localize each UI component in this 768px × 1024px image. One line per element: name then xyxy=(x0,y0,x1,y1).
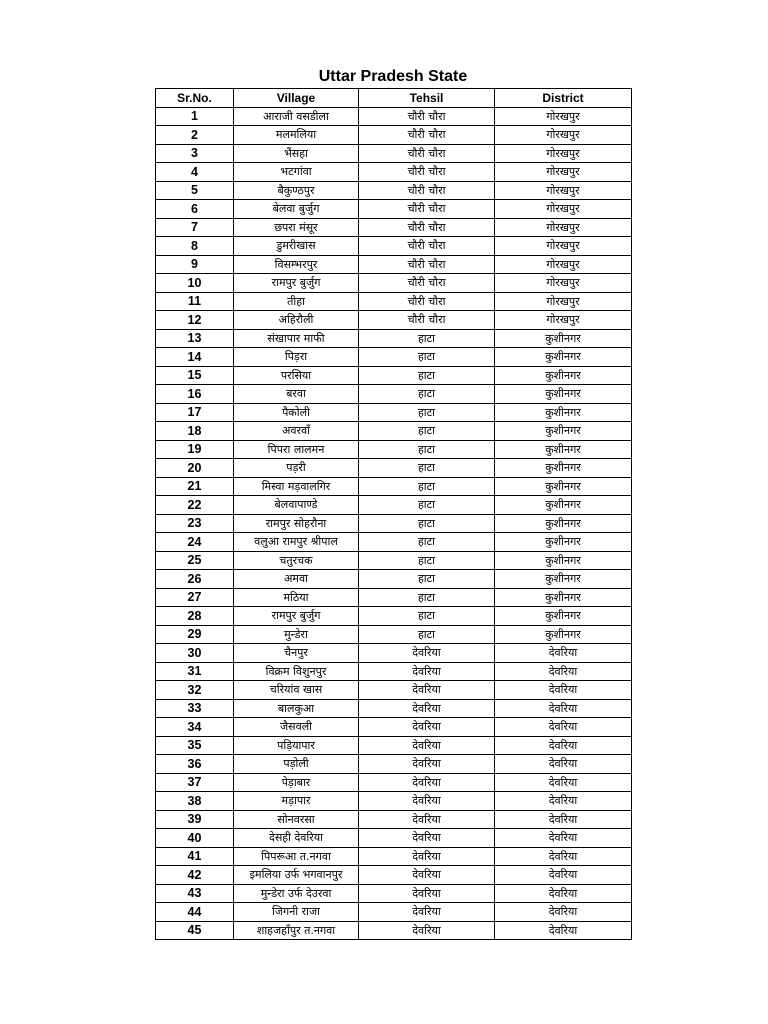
cell-sr-no: 6 xyxy=(156,200,234,219)
cell-tehsil: चौरी चौरा xyxy=(359,144,495,163)
cell-sr-no: 16 xyxy=(156,385,234,404)
cell-tehsil: चौरी चौरा xyxy=(359,237,495,256)
table-row xyxy=(156,755,632,774)
cell-sr-no: 40 xyxy=(156,829,234,848)
cell-district: कुशीनगर xyxy=(495,607,632,626)
cell-tehsil: हाटा xyxy=(359,477,495,496)
cell-tehsil: हाटा xyxy=(359,440,495,459)
cell-tehsil: देवरिया xyxy=(359,829,495,848)
cell-tehsil: हाटा xyxy=(359,403,495,422)
table-row xyxy=(156,810,632,829)
cell-tehsil: हाटा xyxy=(359,348,495,367)
table-row xyxy=(156,200,632,219)
cell-village: बेलवा बुर्जुग xyxy=(234,200,359,219)
cell-district: कुशीनगर xyxy=(495,588,632,607)
cell-sr-no: 26 xyxy=(156,570,234,589)
cell-tehsil: चौरी चौरा xyxy=(359,311,495,330)
table-row xyxy=(156,459,632,478)
cell-sr-no: 21 xyxy=(156,477,234,496)
table-row xyxy=(156,588,632,607)
header-sr-no: Sr.No. xyxy=(156,89,234,108)
cell-district: कुशीनगर xyxy=(495,366,632,385)
table-row xyxy=(156,681,632,700)
cell-sr-no: 5 xyxy=(156,181,234,200)
cell-village: चैनपुर xyxy=(234,644,359,663)
cell-tehsil: हाटा xyxy=(359,533,495,552)
cell-district: कुशीनगर xyxy=(495,385,632,404)
cell-tehsil: देवरिया xyxy=(359,884,495,903)
cell-district: देवरिया xyxy=(495,921,632,940)
cell-district: कुशीनगर xyxy=(495,625,632,644)
cell-sr-no: 24 xyxy=(156,533,234,552)
cell-district: देवरिया xyxy=(495,662,632,681)
cell-sr-no: 41 xyxy=(156,847,234,866)
cell-sr-no: 11 xyxy=(156,292,234,311)
cell-district: गोरखपुर xyxy=(495,200,632,219)
cell-village: भटगांवा xyxy=(234,163,359,182)
cell-sr-no: 33 xyxy=(156,699,234,718)
cell-village: मठिया xyxy=(234,588,359,607)
cell-district: कुशीनगर xyxy=(495,329,632,348)
cell-tehsil: हाटा xyxy=(359,570,495,589)
cell-sr-no: 2 xyxy=(156,126,234,145)
cell-tehsil: हाटा xyxy=(359,588,495,607)
cell-tehsil: देवरिया xyxy=(359,755,495,774)
cell-village: मुन्डेरा xyxy=(234,625,359,644)
cell-tehsil: चौरी चौरा xyxy=(359,218,495,237)
cell-district: देवरिया xyxy=(495,792,632,811)
cell-village: वलुआ रामपुर श्रीपाल xyxy=(234,533,359,552)
cell-village: रामपुर बुर्जुग xyxy=(234,274,359,293)
cell-village: चरियांव खास xyxy=(234,681,359,700)
cell-district: देवरिया xyxy=(495,644,632,663)
cell-sr-no: 31 xyxy=(156,662,234,681)
cell-tehsil: देवरिया xyxy=(359,699,495,718)
cell-tehsil: हाटा xyxy=(359,385,495,404)
cell-village: पड़ोली xyxy=(234,755,359,774)
cell-village: बेलवापाण्डे xyxy=(234,496,359,515)
cell-village: जिगनी राजा xyxy=(234,903,359,922)
table-row xyxy=(156,366,632,385)
cell-tehsil: हाटा xyxy=(359,422,495,441)
table-row xyxy=(156,736,632,755)
cell-tehsil: चौरी चौरा xyxy=(359,126,495,145)
table-row xyxy=(156,274,632,293)
cell-district: कुशीनगर xyxy=(495,422,632,441)
cell-district: कुशीनगर xyxy=(495,496,632,515)
cell-district: देवरिया xyxy=(495,699,632,718)
table-row xyxy=(156,607,632,626)
cell-district: देवरिया xyxy=(495,847,632,866)
cell-tehsil: हाटा xyxy=(359,551,495,570)
cell-village: मुन्डेरा उर्फ देउरवा xyxy=(234,884,359,903)
cell-sr-no: 4 xyxy=(156,163,234,182)
cell-village: आराजी वसडीला xyxy=(234,107,359,126)
cell-district: कुशीनगर xyxy=(495,348,632,367)
table-row xyxy=(156,329,632,348)
cell-sr-no: 10 xyxy=(156,274,234,293)
table-row xyxy=(156,514,632,533)
cell-village: मड़ापार xyxy=(234,792,359,811)
cell-sr-no: 44 xyxy=(156,903,234,922)
header-tehsil: Tehsil xyxy=(359,89,495,108)
cell-tehsil: देवरिया xyxy=(359,644,495,663)
cell-village: विसम्भरपुर xyxy=(234,255,359,274)
cell-sr-no: 30 xyxy=(156,644,234,663)
table-row xyxy=(156,533,632,552)
cell-village: पेड़ाबार xyxy=(234,773,359,792)
cell-tehsil: हाटा xyxy=(359,625,495,644)
cell-sr-no: 20 xyxy=(156,459,234,478)
table-row xyxy=(156,551,632,570)
cell-district: देवरिया xyxy=(495,884,632,903)
table-row xyxy=(156,884,632,903)
cell-tehsil: हाटा xyxy=(359,496,495,515)
cell-tehsil: हाटा xyxy=(359,329,495,348)
cell-tehsil: देवरिया xyxy=(359,866,495,885)
cell-village: मलमलिया xyxy=(234,126,359,145)
cell-tehsil: देवरिया xyxy=(359,921,495,940)
cell-district: देवरिया xyxy=(495,755,632,774)
table-row xyxy=(156,903,632,922)
table-row xyxy=(156,662,632,681)
cell-village: जैसवली xyxy=(234,718,359,737)
cell-village: पड़ियापार xyxy=(234,736,359,755)
cell-district: गोरखपुर xyxy=(495,311,632,330)
cell-sr-no: 39 xyxy=(156,810,234,829)
table-row xyxy=(156,792,632,811)
cell-sr-no: 12 xyxy=(156,311,234,330)
table-row xyxy=(156,570,632,589)
cell-village: बैकुण्ठपुर xyxy=(234,181,359,200)
cell-tehsil: हाटा xyxy=(359,459,495,478)
cell-village: शाहजहाँपुर त.नगवा xyxy=(234,921,359,940)
cell-sr-no: 37 xyxy=(156,773,234,792)
cell-district: कुशीनगर xyxy=(495,570,632,589)
table-row xyxy=(156,385,632,404)
cell-tehsil: देवरिया xyxy=(359,718,495,737)
cell-sr-no: 32 xyxy=(156,681,234,700)
cell-tehsil: देवरिया xyxy=(359,847,495,866)
cell-sr-no: 28 xyxy=(156,607,234,626)
cell-tehsil: देवरिया xyxy=(359,810,495,829)
cell-sr-no: 1 xyxy=(156,107,234,126)
table-row xyxy=(156,644,632,663)
table-row xyxy=(156,403,632,422)
cell-district: गोरखपुर xyxy=(495,274,632,293)
cell-village: मिस्वा मड़वालगिर xyxy=(234,477,359,496)
table-row xyxy=(156,847,632,866)
cell-village: अवरवाँ xyxy=(234,422,359,441)
cell-tehsil: चौरी चौरा xyxy=(359,163,495,182)
cell-village: रामपुर बुर्जुग xyxy=(234,607,359,626)
cell-village: चतुरचक xyxy=(234,551,359,570)
cell-village: देसही देवरिया xyxy=(234,829,359,848)
cell-tehsil: चौरी चौरा xyxy=(359,255,495,274)
table-header-row xyxy=(156,89,632,108)
cell-district: देवरिया xyxy=(495,903,632,922)
table-row xyxy=(156,181,632,200)
cell-district: देवरिया xyxy=(495,681,632,700)
table-row xyxy=(156,625,632,644)
cell-district: गोरखपुर xyxy=(495,107,632,126)
cell-district: कुशीनगर xyxy=(495,459,632,478)
cell-district: देवरिया xyxy=(495,718,632,737)
cell-sr-no: 22 xyxy=(156,496,234,515)
cell-sr-no: 13 xyxy=(156,329,234,348)
cell-district: देवरिया xyxy=(495,736,632,755)
page-title: Uttar Pradesh State xyxy=(318,68,468,85)
cell-sr-no: 29 xyxy=(156,625,234,644)
table-row xyxy=(156,422,632,441)
table-row xyxy=(156,773,632,792)
cell-tehsil: हाटा xyxy=(359,514,495,533)
cell-sr-no: 27 xyxy=(156,588,234,607)
cell-village: अमवा xyxy=(234,570,359,589)
table-row xyxy=(156,440,632,459)
cell-tehsil: हाटा xyxy=(359,366,495,385)
header-district: District xyxy=(495,89,632,108)
table-row xyxy=(156,866,632,885)
cell-district: देवरिया xyxy=(495,866,632,885)
cell-village: भैंसहा xyxy=(234,144,359,163)
table-row xyxy=(156,218,632,237)
table-row xyxy=(156,348,632,367)
cell-village: पिपरूआ त.नगवा xyxy=(234,847,359,866)
cell-tehsil: चौरी चौरा xyxy=(359,292,495,311)
cell-village: पिड़रा xyxy=(234,348,359,367)
cell-village: सोनवरसा xyxy=(234,810,359,829)
table-row xyxy=(156,718,632,737)
cell-sr-no: 25 xyxy=(156,551,234,570)
cell-tehsil: देवरिया xyxy=(359,662,495,681)
cell-sr-no: 7 xyxy=(156,218,234,237)
table-row xyxy=(156,311,632,330)
cell-sr-no: 18 xyxy=(156,422,234,441)
cell-district: गोरखपुर xyxy=(495,292,632,311)
table-row xyxy=(156,699,632,718)
table-body xyxy=(156,107,632,940)
cell-sr-no: 23 xyxy=(156,514,234,533)
cell-sr-no: 3 xyxy=(156,144,234,163)
cell-village: पैकोली xyxy=(234,403,359,422)
cell-sr-no: 34 xyxy=(156,718,234,737)
cell-tehsil: देवरिया xyxy=(359,773,495,792)
table-row xyxy=(156,829,632,848)
table-row xyxy=(156,292,632,311)
cell-district: कुशीनगर xyxy=(495,533,632,552)
cell-district: कुशीनगर xyxy=(495,477,632,496)
table-row xyxy=(156,237,632,256)
cell-village: अहिरौली xyxy=(234,311,359,330)
cell-village: डुमरीखास xyxy=(234,237,359,256)
cell-village: संखापार माफी xyxy=(234,329,359,348)
cell-tehsil: चौरी चौरा xyxy=(359,274,495,293)
cell-sr-no: 45 xyxy=(156,921,234,940)
cell-district: गोरखपुर xyxy=(495,237,632,256)
cell-village: इमलिया उर्फ भगवानपुर xyxy=(234,866,359,885)
cell-sr-no: 42 xyxy=(156,866,234,885)
cell-district: गोरखपुर xyxy=(495,181,632,200)
cell-district: गोरखपुर xyxy=(495,218,632,237)
cell-district: देवरिया xyxy=(495,829,632,848)
cell-district: गोरखपुर xyxy=(495,255,632,274)
cell-tehsil: देवरिया xyxy=(359,792,495,811)
cell-sr-no: 43 xyxy=(156,884,234,903)
table-row xyxy=(156,163,632,182)
table-row xyxy=(156,921,632,940)
cell-village: बालकुआ xyxy=(234,699,359,718)
cell-village: तीहा xyxy=(234,292,359,311)
village-table xyxy=(155,88,632,940)
cell-sr-no: 14 xyxy=(156,348,234,367)
cell-sr-no: 8 xyxy=(156,237,234,256)
cell-village: परसिया xyxy=(234,366,359,385)
cell-district: गोरखपुर xyxy=(495,163,632,182)
cell-tehsil: देवरिया xyxy=(359,681,495,700)
cell-tehsil: चौरी चौरा xyxy=(359,200,495,219)
cell-village: पड़री xyxy=(234,459,359,478)
cell-district: कुशीनगर xyxy=(495,403,632,422)
table-row xyxy=(156,144,632,163)
cell-tehsil: देवरिया xyxy=(359,903,495,922)
cell-village: विक्रम विशुनपुर xyxy=(234,662,359,681)
cell-sr-no: 9 xyxy=(156,255,234,274)
cell-tehsil: देवरिया xyxy=(359,736,495,755)
table-row xyxy=(156,107,632,126)
cell-district: गोरखपुर xyxy=(495,144,632,163)
table-row xyxy=(156,477,632,496)
cell-sr-no: 17 xyxy=(156,403,234,422)
cell-sr-no: 36 xyxy=(156,755,234,774)
cell-village: बरवा xyxy=(234,385,359,404)
cell-district: देवरिया xyxy=(495,810,632,829)
table-row xyxy=(156,255,632,274)
cell-district: कुशीनगर xyxy=(495,514,632,533)
cell-tehsil: हाटा xyxy=(359,607,495,626)
cell-sr-no: 38 xyxy=(156,792,234,811)
cell-sr-no: 19 xyxy=(156,440,234,459)
cell-village: पिपरा लालमन xyxy=(234,440,359,459)
cell-sr-no: 15 xyxy=(156,366,234,385)
header-village: Village xyxy=(234,89,359,108)
cell-district: देवरिया xyxy=(495,773,632,792)
table-row xyxy=(156,126,632,145)
cell-sr-no: 35 xyxy=(156,736,234,755)
cell-district: गोरखपुर xyxy=(495,126,632,145)
cell-district: कुशीनगर xyxy=(495,440,632,459)
cell-tehsil: चौरी चौरा xyxy=(359,181,495,200)
table-row xyxy=(156,496,632,515)
cell-village: रामपुर सोहरौना xyxy=(234,514,359,533)
cell-tehsil: चौरी चौरा xyxy=(359,107,495,126)
cell-village: छपरा मंसूर xyxy=(234,218,359,237)
cell-district: कुशीनगर xyxy=(495,551,632,570)
